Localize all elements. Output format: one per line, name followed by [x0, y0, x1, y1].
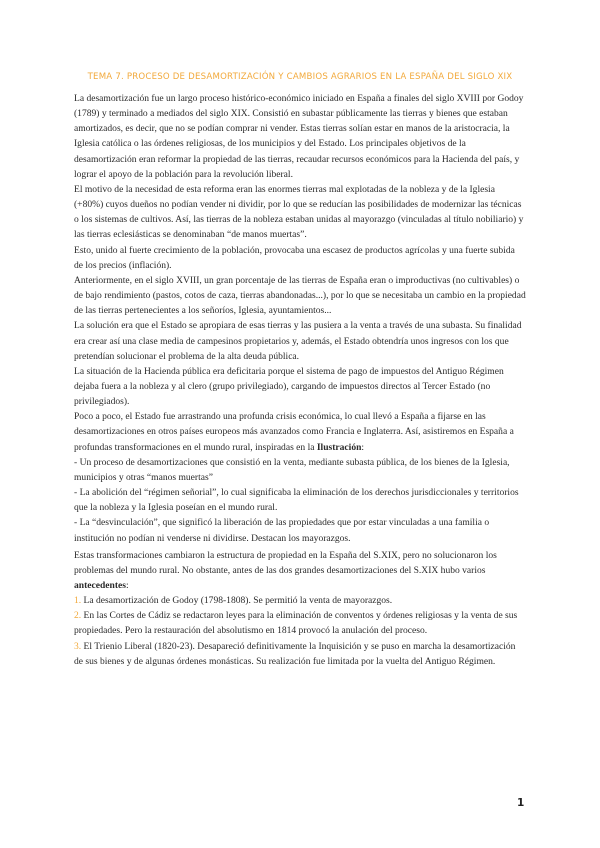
ilustracion-text: Poco a poco, el Estado fue arrastrando una profunda crisis económica, lo cual llevó a España a fijarse en las desamortizaciones en otros países europeos más avanzados como Francia e Inglaterra. Así, asistiremos en España a profundas transformaciones en el mundo rural, inspiradas en la [74, 411, 514, 453]
paragraph-antecedentes [74, 548, 526, 593]
document-title: TEMA 7. PROCESO DE DESAMORTIZACIÓN Y CAMBIOS AGRARIOS EN LA ESPAÑA DEL SIGLO XIX [87, 72, 513, 82]
paragraph-motivo: El motivo de la necesidad de esta reforma eran las enormes tierras mal explotadas de la nobleza y de la Iglesia (+80%) cuyos dueños no podían vender ni dividir, por lo que se reducían las posibilidades de modernizar las técnicas o los sistemas de cultivos. Así, las tierras de la nobleza estaban unidas al mayorazgo (vinculadas al título nobiliario) y las tierras eclesiásticas se denominaban “de manos muertas”. [74, 183, 524, 241]
paragraph-solucion: La solución era que el Estado se apropiara de esas tierras y las pusiera a la venta a través de una subasta. Su finalidad era crear así una clase media de campesinos propietarios y, además, el Estado obtendría unos ingresos con los que pretendían solucionar el problema de la alta deuda pública. [74, 320, 522, 362]
list-item-text: En las Cortes de Cádiz se redactaron leyes para la eliminación de conventos y órdenes religiosas y la venta de sus propiedades. Pero la restauración del absolutismo en 1814 provocó la anulación del proceso. [74, 610, 518, 637]
antecedentes-text: Estas transformaciones cambiaron la estructura de propiedad en la España del S.XIX, pero no solucionaron los problemas del mundo rural. No obstante, antes de las dos grandes desamortizaciones del S.XIX hubo varios [74, 549, 497, 576]
document-page [74, 72, 526, 669]
list-item [74, 639, 526, 669]
list-item-number: 2. [74, 610, 82, 622]
list-item-text: La desamortización de Godoy (1798-1808). Se permitió la venta de mayorazgos. [81, 595, 393, 607]
paragraph-siglo-xviii: Anteriormente, en el siglo XVIII, un gran porcentaje de las tierras de España eran o improductivas (no cultivables) o de bajo rendimiento (pastos, cotos de caza, tierras abandonadas...), por lo que se necesitaba un cambio en la propiedad de las tierras pertenecientes a los señoríos, Iglesia, ayuntamientos... [74, 274, 526, 317]
paragraph-hacienda: La situación de la Hacienda pública era deficitaria porque el sistema de pago de impuestos del Antiguo Régimen dejaba fuera a la nobleza y al clero (grupo privilegiado), cargando de impuestos directos al Tercer Estado (no privilegiados). [74, 365, 504, 408]
bullet-desvinculacion: - La “desvinculación”, que significó la liberación de las propiedades que por estar vinculadas a una familia o institución no podían ni venderse ni dividirse. Destacan los mayorazgos. [74, 517, 490, 544]
paragraph-intro: La desamortización fue un largo proceso histórico-económico iniciado en España a finales del siglo XVIII por Godoy (1789) y terminado a mediados del siglo XIX. Consistió en subastar públicamente las tierras y bienes que estaban amortizados, es decir, que no se podían comprar ni vender. Estas tierras solían estar en manos de la aristocracia, la Iglesia católica o las órdenes religiosas, de los municipios y del Estado. Los principales objetivos de la desamortización eran reformar la propiedad de las tierras, recaudar recursos económicos para la Hacienda del país, y lograr el apoyo de la población para la revolución liberal. [74, 93, 524, 180]
bullet-desamortizaciones: - Un proceso de desamortizaciones que consistió en la venta, mediante subasta pública, de los bienes de la Iglesia, municipios y otras “manos muertas” [74, 456, 510, 483]
list-item [74, 593, 526, 608]
paragraph-ilustracion [74, 409, 526, 454]
bullet-regimen-senorial: - La abolición del “régimen señorial”, lo cual significaba la eliminación de los derechos jurisdiccionales y territorios que la nobleza y la Iglesia poseían en el mundo rural. [74, 487, 519, 514]
list-item-number: 1. [74, 595, 82, 607]
page-number: 1 [517, 797, 525, 809]
list-item-text: El Trienio Liberal (1820-23). Desapareció definitivamente la Inquisición y se puso en marcha la desamortización de sus bienes y de algunas órdenes monásticas. Su realización fue limitada por la vuelta del Antiguo Régimen. [74, 640, 516, 667]
list-item [74, 608, 526, 638]
paragraph-poblacion: Esto, unido al fuerte crecimiento de la población, provocaba una escasez de productos agrícolas y una fuerte subida de los precios (inflación). [74, 244, 515, 271]
list-item-number: 3. [74, 640, 82, 652]
ilustracion-colon: : [361, 441, 365, 453]
antecedentes-colon: : [125, 580, 129, 591]
antecedentes-bold: antecedentes [74, 580, 126, 591]
ilustracion-bold: Ilustración [316, 441, 362, 453]
